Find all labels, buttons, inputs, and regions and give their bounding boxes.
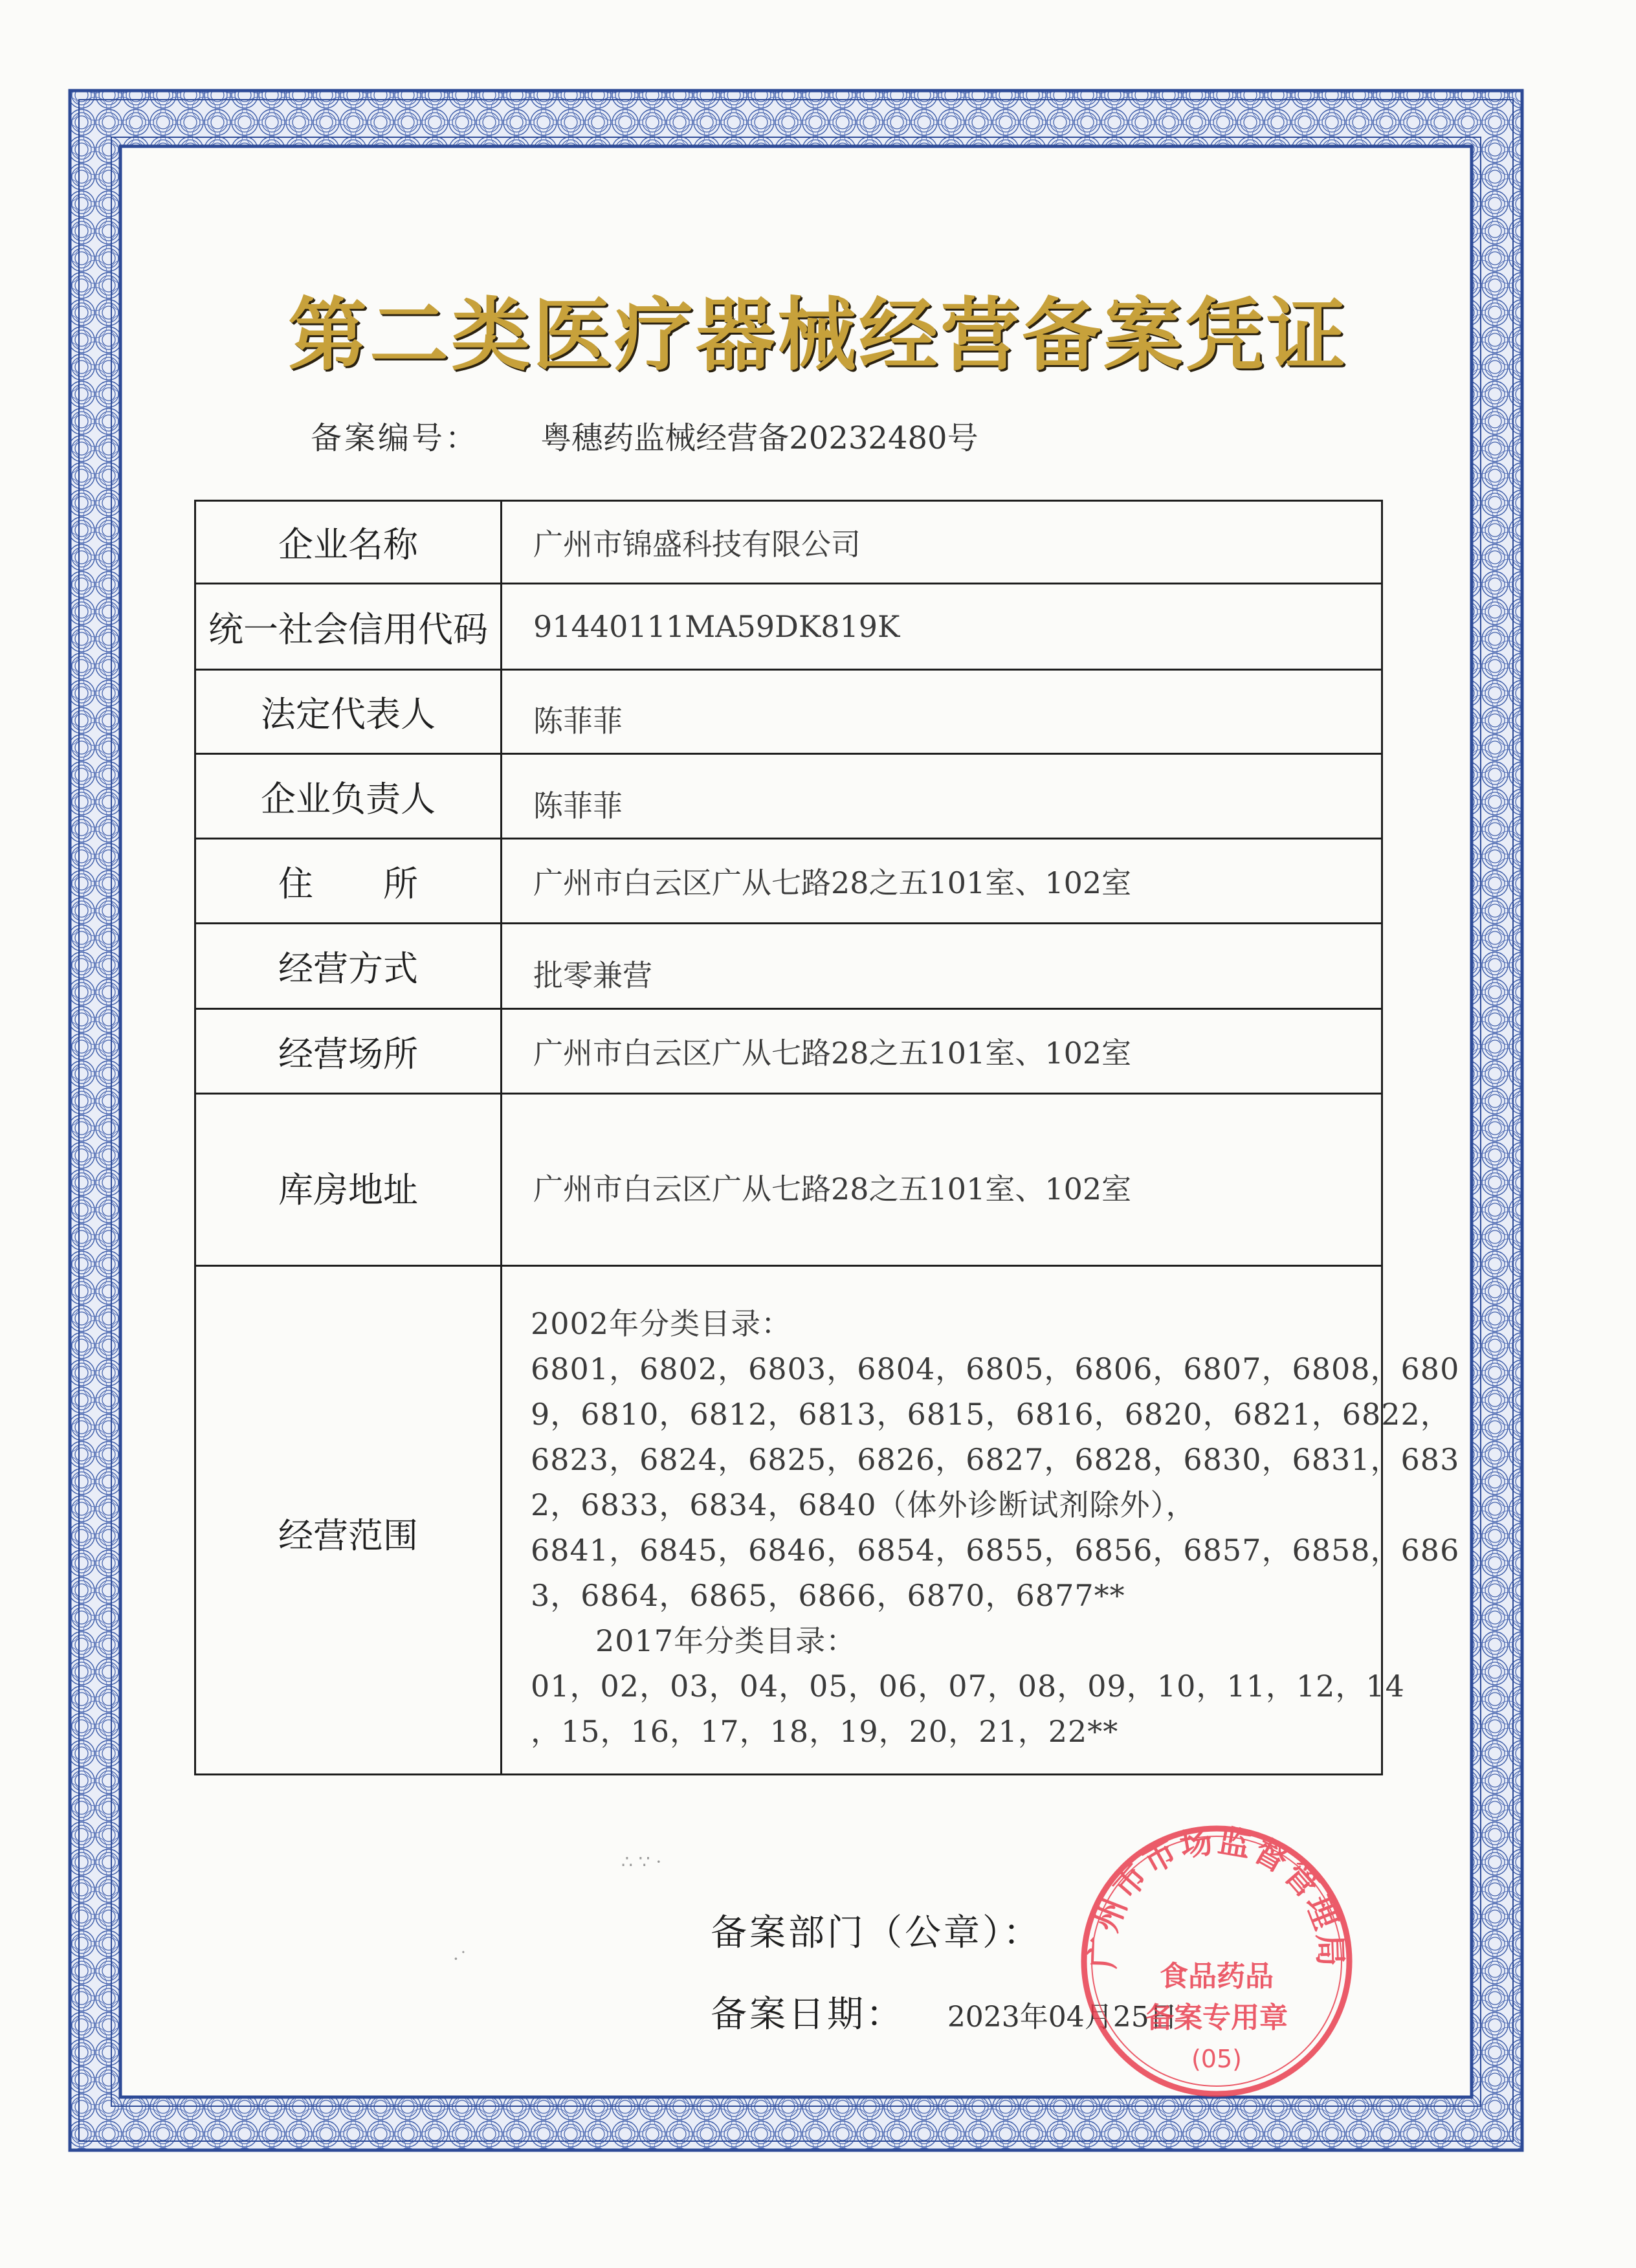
row-value: 陈菲菲 (502, 754, 1382, 839)
filing-date-value: 2023年04月25日 (947, 2001, 1178, 2034)
file-number (311, 413, 978, 458)
row-key: 企业名称 (195, 501, 502, 584)
row-value: 广州市白云区广从七路28之五101室、102室 (502, 1094, 1382, 1266)
row-value: 91440111MA59DK819K (502, 584, 1382, 670)
seal-code: (05) (1191, 2045, 1243, 2073)
row-key: 统一社会信用代码 (195, 584, 502, 670)
table-row (195, 924, 1382, 1009)
info-table (194, 500, 1460, 1775)
table-row (195, 1266, 1382, 1775)
table-row (195, 839, 1382, 924)
scope-line: 6823，6824，6825，6826，6827，6828，6830，6831，683 (531, 1442, 1460, 1477)
table-row (195, 501, 1382, 584)
scope-line: ，15，16，17，18，19，20，21，22** (531, 1714, 1119, 1749)
row-key: 经营场所 (195, 1009, 502, 1094)
row-key: 库房地址 (195, 1094, 502, 1266)
scan-speck: ∴ ∵ · (621, 1851, 662, 1873)
row-key: 企业负责人 (195, 754, 502, 839)
row-value: 陈菲菲 (502, 670, 1382, 754)
row-value: 广州市白云区广从七路28之五101室、102室 (502, 839, 1382, 924)
row-value: 广州市锦盛科技有限公司 (502, 501, 1382, 584)
row-key: 经营范围 (195, 1266, 502, 1775)
scope-line: 2，6833，6834，6840（体外诊断试剂除外）， (531, 1487, 1197, 1522)
scope-line: 6801，6802，6803，6804，6805，6806，6807，6808，680 (531, 1351, 1460, 1386)
table-row (195, 1094, 1382, 1266)
scope-line: 2002年分类目录： (531, 1306, 792, 1341)
official-seal (1074, 1819, 1359, 2104)
scope-line: 01，02，03，04，05，06，07，08，09，10，11，12，14 (531, 1669, 1405, 1704)
row-value: 批零兼营 (502, 924, 1382, 1009)
table-row (195, 670, 1382, 754)
seal-inner-text-1: 食品药品 (1160, 1960, 1274, 1993)
table-row (195, 584, 1382, 670)
row-key: 法定代表人 (195, 670, 502, 754)
table-row (195, 1009, 1382, 1094)
scope-line: 6841，6845，6846，6854，6855，6856，6857，6858，686 (531, 1533, 1460, 1568)
scope-line: 9，6810，6812，6813，6815，6816，6820，6821，6822， (531, 1397, 1451, 1432)
filing-department-label: 备案部门（公章）： (711, 1912, 1042, 1954)
file-number-label: 备案编号： (311, 420, 480, 456)
seal-inner-text-2: 备案专用章 (1145, 2001, 1288, 2034)
row-key: 住 所 (195, 839, 502, 924)
table-row (195, 754, 1382, 839)
business-scope (502, 1266, 1460, 1775)
scan-speck: ·˙ (453, 1948, 468, 1970)
file-number-value: 粤穗药监械经营备20232480号 (540, 420, 978, 456)
row-key: 经营方式 (195, 924, 502, 1009)
scope-line: 2017年分类目录： (595, 1623, 857, 1658)
seal-outer-text: 广州市市场监督管理局 (1084, 1821, 1349, 1970)
scope-line: 3，6864，6865，6866，6870，6877** (531, 1578, 1125, 1613)
certificate-title: 第二类医疗器械经营备案凭证 (288, 288, 1348, 381)
filing-date-label: 备案日期： (711, 1994, 905, 2036)
row-value: 广州市白云区广从七路28之五101室、102室 (502, 1009, 1382, 1094)
